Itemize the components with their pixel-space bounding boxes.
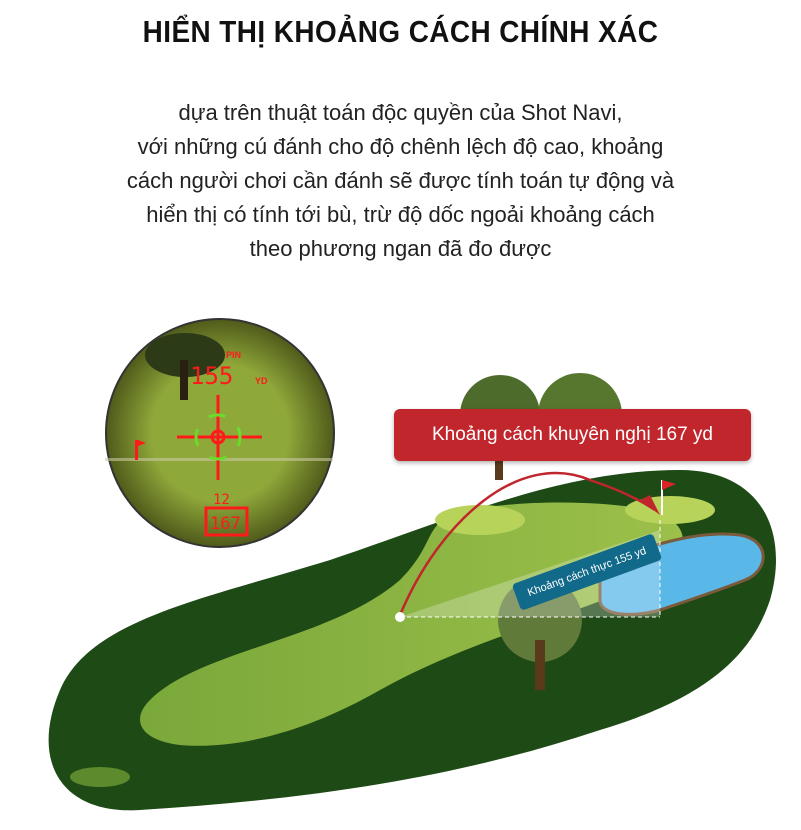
actual-distance-label: Khoảng cách thực 155 yd: [512, 533, 663, 611]
vf-unit: YD: [255, 376, 268, 386]
page-title: HIỂN THỊ KHOẢNG CÁCH CHÍNH XÁC: [142, 14, 659, 49]
recommended-distance-label: Khoảng cách khuyên nghị 167 yd: [394, 409, 751, 461]
description-line: dựa trên thuật toán độc quyền của Shot Navi,: [178, 100, 623, 125]
vf-mode: PIN: [226, 350, 242, 360]
golf-ball: [395, 612, 405, 622]
description-line: với những cú đánh cho độ chênh lệch độ cao, khoảng: [137, 134, 664, 159]
description-line: hiển thị có tính tới bù, trừ độ dốc ngoải khoảng cách: [146, 202, 655, 227]
green: [435, 505, 525, 535]
description-line: theo phương ngan đã đo được: [249, 236, 552, 261]
vf-slope: 12: [213, 492, 230, 508]
vf-distance: 155: [190, 362, 234, 390]
bunker-grass: [70, 767, 130, 787]
description-line: cách người chơi cần đánh sẽ được tính toán tự động và: [126, 168, 675, 193]
rangefinder-view: [105, 319, 334, 547]
vf-adjusted-distance: 167: [210, 514, 241, 534]
